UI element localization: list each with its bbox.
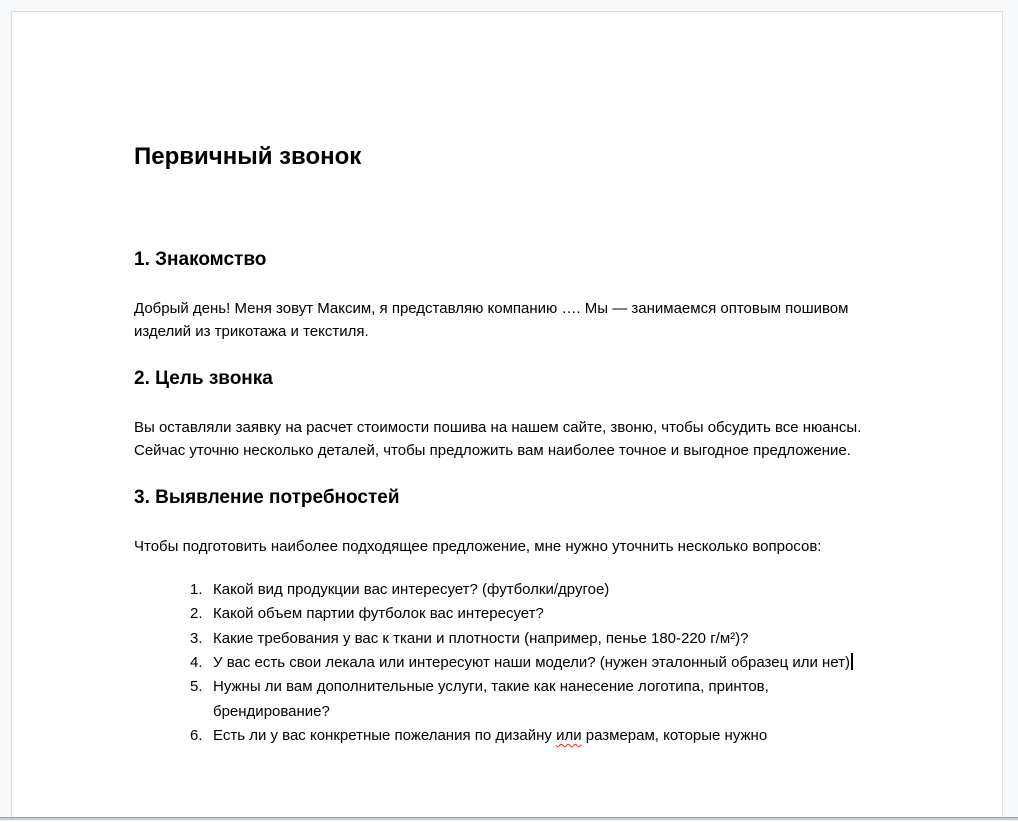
document-content[interactable] bbox=[12, 12, 1002, 748]
document-title[interactable]: Первичный звонок bbox=[134, 143, 362, 170]
list-item-3-text: Какие требования у вас к ткани и плотности (например, пенье 180-220 г/м²)? bbox=[213, 629, 749, 647]
section-3-paragraph[interactable]: Чтобы подготовить наиболее подходящее предложение, мне нужно уточнить несколько вопросов: bbox=[134, 537, 822, 555]
questions-list bbox=[134, 578, 882, 748]
section-1-heading[interactable]: 1. Знакомство bbox=[134, 249, 267, 270]
section-2-paragraph[interactable]: Вы оставляли заявку на расчет стоимости пошива на нашем сайте, звоню, чтобы обсудить все нюансы. Сейчас уточню несколько деталей, чтобы предложить вам наиболее точное и выгодное предложение. bbox=[134, 418, 862, 460]
list-item-3[interactable] bbox=[213, 627, 882, 651]
list-item-1-text: Какой вид продукции вас интересует? (футболки/другое) bbox=[213, 581, 610, 599]
list-item-2[interactable] bbox=[213, 602, 882, 626]
bottom-separator-line bbox=[0, 817, 1018, 820]
section-1-paragraph[interactable]: Добрый день! Меня зовут Максим, я представляю компанию …. Мы — занимаемся оптовым пошивом изделий из трикотажа и текстиля. bbox=[134, 300, 849, 341]
list-item-6[interactable] bbox=[213, 724, 882, 748]
section-2-heading[interactable]: 2. Цель звонка bbox=[134, 367, 273, 389]
misspelled-word: или bbox=[556, 726, 582, 744]
list-item-6-text-pre: Есть ли у вас конкретные пожелания по дизайну bbox=[213, 726, 557, 744]
list-item-5[interactable] bbox=[213, 675, 882, 724]
list-item-6-text-post: размерам, которые нужно bbox=[581, 726, 768, 744]
list-item-5-text: Нужны ли вам дополнительные услуги, такие как нанесение логотипа, принтов, брендирование? bbox=[213, 678, 769, 720]
list-item-1[interactable] bbox=[213, 578, 882, 602]
section-3-heading[interactable]: 3. Выявление потребностей bbox=[134, 486, 400, 508]
document-page[interactable] bbox=[11, 11, 1003, 817]
list-item-4[interactable] bbox=[213, 651, 882, 675]
list-item-2-text: Какой объем партии футболок вас интересует? bbox=[213, 605, 544, 623]
list-item-4-text: У вас есть свои лекала или интересуют наши модели? (нужен эталонный образец или нет) bbox=[213, 653, 851, 671]
text-cursor-caret bbox=[851, 653, 853, 670]
